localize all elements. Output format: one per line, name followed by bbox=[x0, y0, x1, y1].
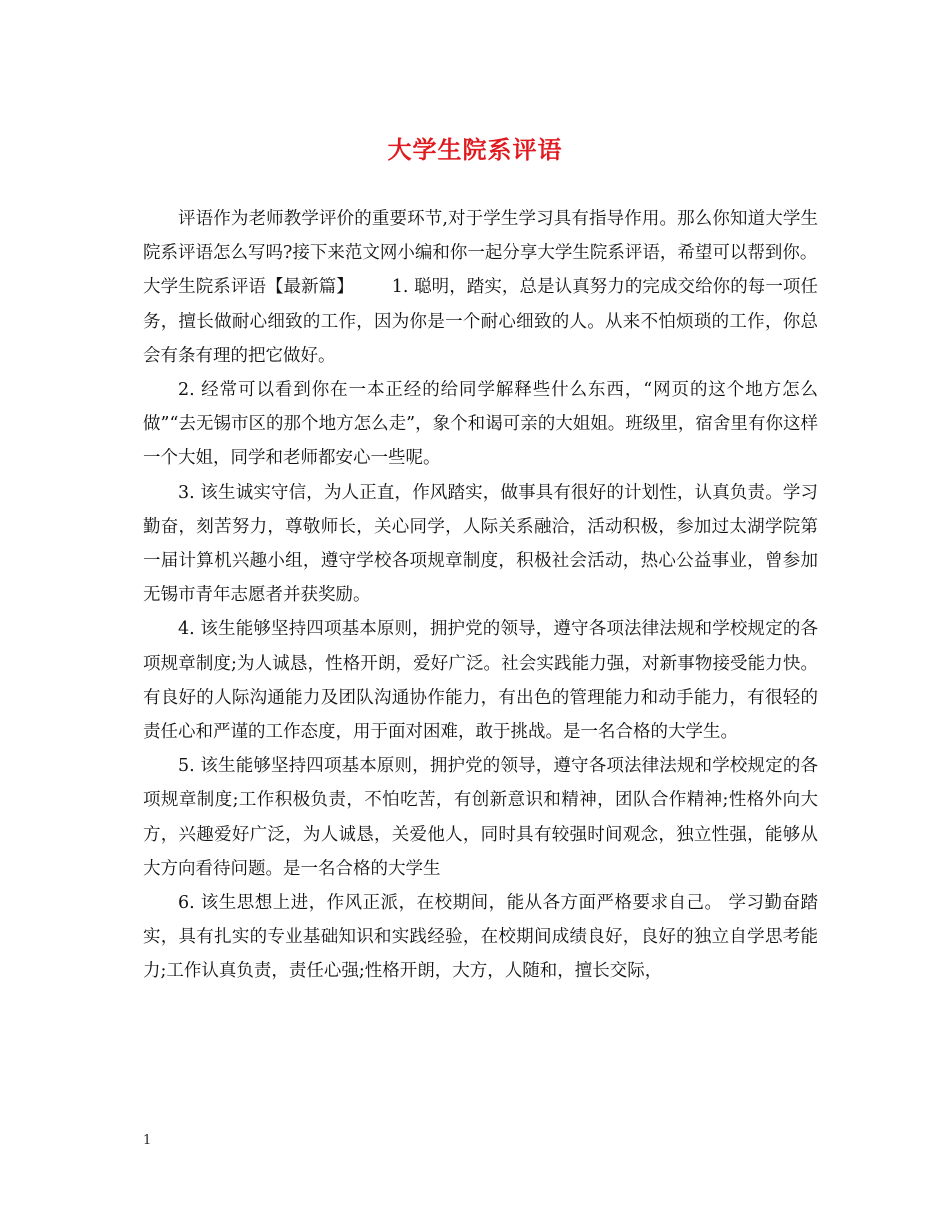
item-paragraph-4: 4. 该生能够坚持四项基本原则，拥护党的领导，遵守各项法律法规和学校规定的各项规章制度;为人诚恳，性格开朗，爱好广泛。社会实践能力强，对新事物接受能力快。有良好的人际沟通能力及团队沟通协作能力，有出色的管理能力和动手能力，有很轻的责任心和严谨的工作态度，用于面对困难，敢于挑战。是一名合格的大学生。 bbox=[143, 619, 818, 743]
section-heading: 大学生院系评语【最新篇】 bbox=[143, 277, 354, 298]
item-paragraph-3: 3. 该生诚实守信，为人正直，作风踏实，做事具有很好的计划性，认真负责。学习勤奋，刻苦努力，尊敬师长，关心同学，人际关系融洽，活动积极，参加过太湖学院第一届计算机兴趣小组，遵守学校各项规章制度，积极社会活动，热心公益事业，曾参加无锡市青年志愿者并获奖励。 bbox=[143, 482, 818, 606]
item-text-1: 1. 聪明，踏实，总是认真努力的完成交给你的每一项任务，擅长做耐心细致的工作，因为你是一个耐心细致的人。从来不怕烦琐的工作，你总会有条有理的把它做好。 bbox=[143, 277, 818, 366]
item-paragraph-6: 6. 该生思想上进，作风正派，在校期间，能从各方面严格要求自己。 学习勤奋踏实，具有扎实的专业基础知识和实践经验，在校期间成绩良好，良好的独立自学思考能力;工作认真负责，责任心强;性格开朗，大方，人随和，擅长交际， bbox=[143, 893, 818, 982]
intro-paragraph: 评语作为老师教学评价的重要环节,对于学生学习具有指导作用。那么你知道大学生院系评语怎么写吗?接下来范文网小编和你一起分享大学生院系评语，希望可以帮到你。 bbox=[143, 209, 818, 264]
page-title: 大学生院系评语 bbox=[387, 135, 563, 164]
item-paragraph-5: 5. 该生能够坚持四项基本原则，拥护党的领导，遵守各项法律法规和学校规定的各项规章制度;工作积极负责，不怕吃苦，有创新意识和精神，团队合作精神;性格外向大方，兴趣爱好广泛，为人诚恳，关爱他人，同时具有较强时间观念，独立性强，能够从大方向看待问题。是一名合格的大学生 bbox=[143, 756, 818, 879]
document-body bbox=[143, 202, 818, 989]
item-paragraph-1 bbox=[143, 270, 818, 373]
page-number: 1 bbox=[143, 1133, 152, 1148]
item-paragraph-2: 2. 经常可以看到你在一本正经的给同学解释些什么东西，“网页的这个地方怎么做”“去无锡市区的那个地方怎么走”，象个和谒可亲的大姐姐。班级里，宿舍里有你这样一个大姐，同学和老师都安心一些呢。 bbox=[143, 380, 818, 469]
